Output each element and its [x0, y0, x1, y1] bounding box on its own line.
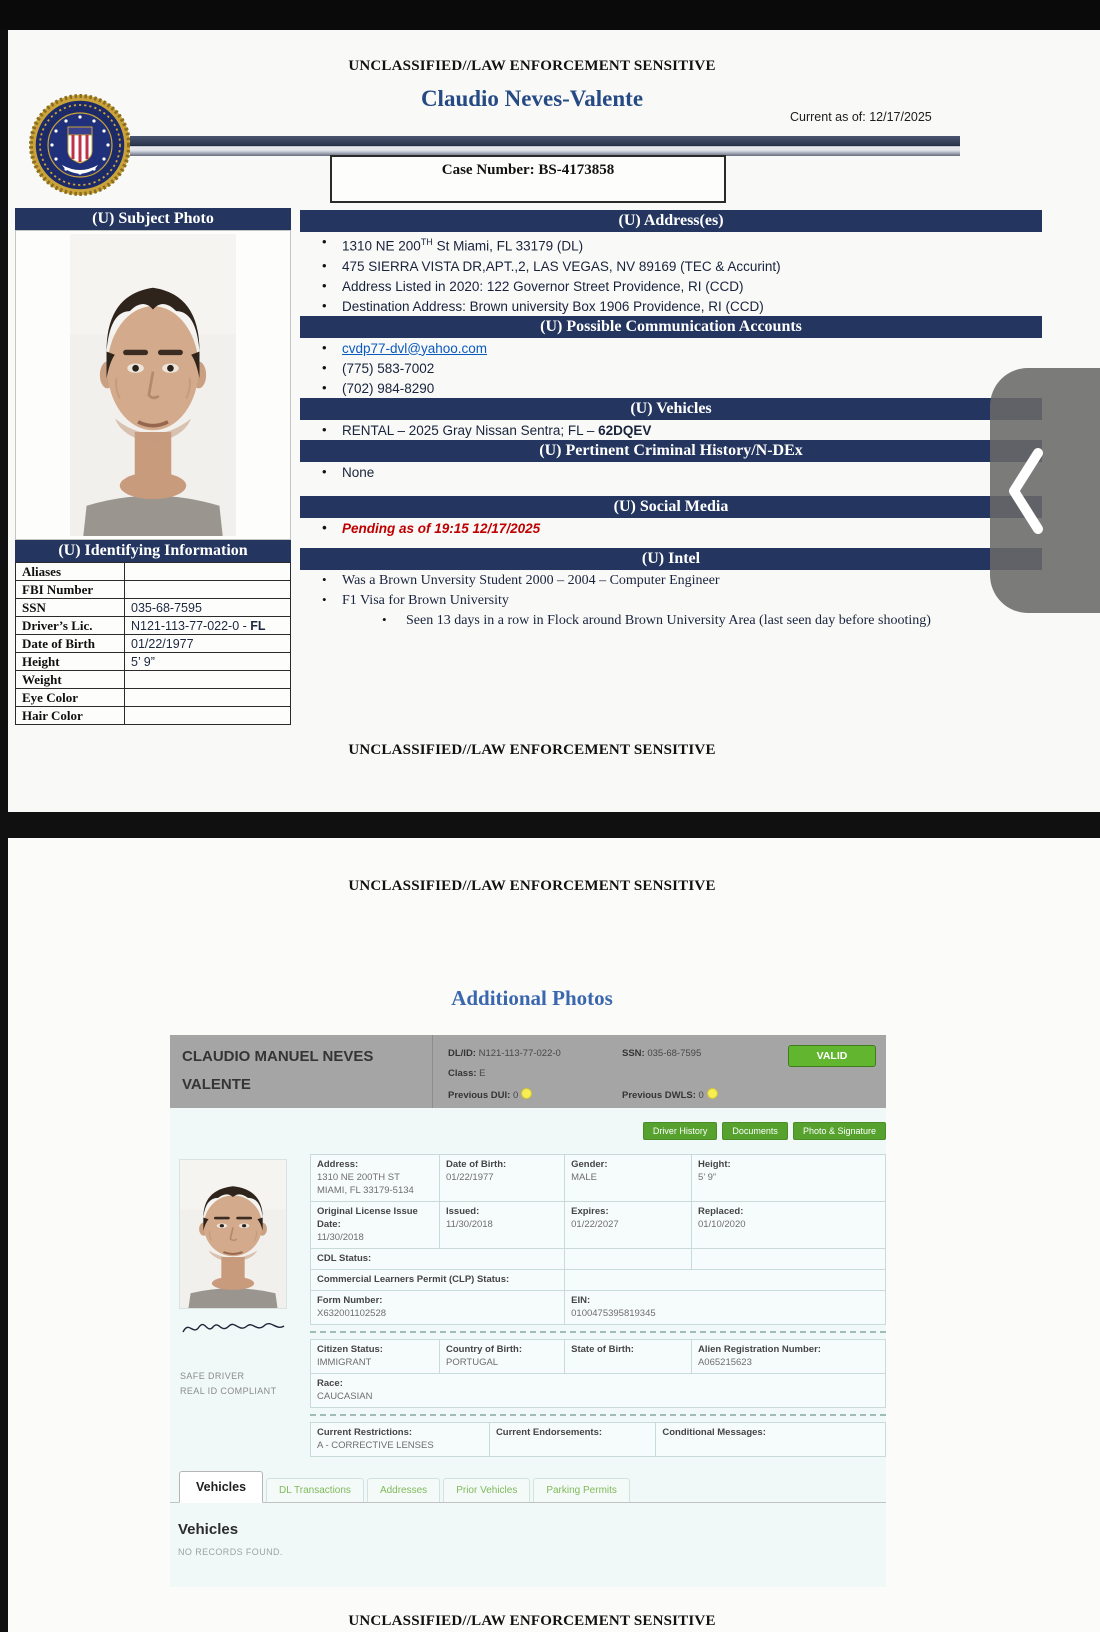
address-item: • 475 SIERRA VISTA DR,APT.,2, LAS VEGAS, NV 89169 (TEC & Accurint) [300, 256, 1042, 276]
header-divider [432, 1035, 433, 1108]
clp-status-cell: Commercial Learners Permit (CLP) Status: [317, 1274, 510, 1285]
document-page-2 [8, 838, 1100, 1632]
documents-button[interactable]: Documents [722, 1122, 788, 1140]
real-id-label: REAL ID COMPLIANT [180, 1386, 277, 1396]
dmv-record-panel [170, 1035, 886, 1587]
address-cell: Address: 1310 NE 200TH ST MIAMI, FL 33179-5134 [317, 1159, 414, 1196]
section-header-subject-photo: (U) Subject Photo [15, 208, 291, 230]
section-header-communication-accounts: (U) Possible Communication Accounts [300, 316, 1042, 338]
dmv-fields-table [310, 1154, 886, 1325]
classification-banner-bottom: UNCLASSIFIED//LAW ENFORCEMENT SENSITIVE [348, 1613, 716, 1629]
signature-image [180, 1316, 288, 1340]
state-of-birth-cell: State of Birth: [564, 1340, 691, 1373]
case-number: Case Number: BS-4173858 [441, 162, 615, 178]
dmv-record-body [170, 1108, 886, 1457]
phone-item: • (702) 984-8290 [300, 378, 1042, 398]
restrictions-table [310, 1422, 886, 1457]
photo-signature-button[interactable]: Photo & Signature [793, 1122, 886, 1140]
vehicles-heading: Vehicles [178, 1521, 239, 1538]
conditional-messages-cell: Conditional Messages: [655, 1423, 885, 1456]
race-cell: Race: CAUCASIAN [317, 1378, 373, 1402]
document-page-1 [8, 30, 1100, 812]
classification-banner-bottom: UNCLASSIFIED//LAW ENFORCEMENT SENSITIVE [348, 742, 716, 758]
cdl-status-cell: CDL Status: [317, 1253, 372, 1264]
section-header-criminal-history: (U) Pertinent Criminal History/N-DEx [300, 440, 1042, 462]
classification-banner-top: UNCLASSIFIED//LAW ENFORCEMENT SENSITIVE [348, 58, 716, 74]
chevron-left-icon [1004, 443, 1048, 539]
table-row: Date of Birth 01/22/1977 [16, 635, 291, 653]
dlid-field: DL/ID: N121-113-77-022-0 [448, 1048, 561, 1059]
country-of-birth-cell: Country of Birth: PORTUGAL [439, 1340, 564, 1373]
phone-item: • (775) 583-7002 [300, 358, 1042, 378]
dmv-subject-name: CLAUDIO MANUEL NEVES VALENTE [182, 1048, 374, 1093]
subject-details-column [300, 210, 1042, 630]
table-row: SSN 035-68-7595 [16, 599, 291, 617]
section-header-addresses: (U) Address(es) [300, 210, 1042, 232]
endorsements-cell: Current Endorsements: [489, 1423, 655, 1456]
table-row [310, 1291, 886, 1325]
intel-item: • F1 Visa for Brown University [300, 590, 1042, 610]
dob-cell: Date of Birth: 01/22/1977 [439, 1155, 564, 1201]
license-status-badge[interactable]: VALID [788, 1045, 876, 1067]
page-title: Claudio Neves-Valente [420, 86, 644, 111]
no-records-text: NO RECORDS FOUND. [178, 1547, 283, 1557]
gender-cell: Gender: MALE [564, 1155, 691, 1201]
address-item: • 1310 NE 200TH St Miami, FL 33179 (DL) [300, 232, 1042, 256]
info-icon[interactable] [707, 1088, 718, 1099]
dashed-separator [310, 1331, 886, 1333]
vehicles-section [170, 1503, 886, 1587]
vehicle-item: • RENTAL – 2025 Gray Nissan Sentra; FL – 62DQEV [300, 420, 1042, 440]
dashed-separator [310, 1414, 886, 1416]
dmv-action-buttons [310, 1122, 886, 1140]
criminal-history-item: • None [300, 462, 1042, 482]
header-divider-bar [130, 136, 960, 156]
address-item: • Destination Address: Brown university Box 1906 Providence, RI (CCD) [300, 296, 1042, 316]
citizenship-table [310, 1339, 886, 1408]
address-item: • Address Listed in 2020: 122 Governor Street Providence, RI (CCD) [300, 276, 1042, 296]
email-link[interactable]: cvdp77-dvl@yahoo.com [342, 340, 488, 356]
orig-issue-cell: Original License Issue Date: 11/30/2018 [317, 1206, 418, 1243]
section-header-social-media: (U) Social Media [300, 496, 1042, 518]
intel-sub-item: • Seen 13 days in a row in Flock around Brown University Area (last seen day before shooting) [300, 610, 1042, 630]
ein-cell: EIN: 0100475395819345 [564, 1291, 885, 1324]
email-item [300, 338, 1042, 358]
section-header-vehicles: (U) Vehicles [300, 398, 1042, 420]
restrictions-cell: Current Restrictions: A - CORRECTIVE LENSES [317, 1427, 434, 1451]
table-row: Weight [16, 671, 291, 689]
subject-photo-column [15, 208, 291, 725]
table-row [310, 1202, 886, 1249]
dmv-record-header [170, 1035, 886, 1108]
subject-photo [15, 230, 291, 540]
table-row [310, 1154, 886, 1202]
section-header-identifying-information: (U) Identifying Information [15, 540, 291, 562]
table-row: Eye Color [16, 689, 291, 707]
table-row [310, 1249, 886, 1270]
table-row [310, 1422, 886, 1457]
citizen-status-cell: Citizen Status: IMMIGRANT [317, 1344, 383, 1368]
issued-cell: Issued: 11/30/2018 [439, 1202, 564, 1248]
screen-top-bar [0, 0, 1100, 30]
table-row [310, 1374, 886, 1408]
additional-photos-title: Additional Photos [451, 986, 613, 1010]
license-attributes [180, 1371, 298, 1396]
classification-banner-top: UNCLASSIFIED//LAW ENFORCEMENT SENSITIVE [348, 878, 716, 894]
replaced-cell: Replaced: 01/10/2020 [691, 1202, 885, 1248]
tab-vehicles[interactable]: Vehicles [179, 1471, 263, 1503]
ssn-field: SSN: 035-68-7595 [622, 1048, 702, 1059]
case-number-box [330, 155, 726, 203]
intel-item: • Was a Brown Unversity Student 2000 – 2004 – Computer Engineer [300, 570, 1042, 590]
table-row: Aliases [16, 563, 291, 581]
tab-dl-transactions[interactable]: DL Transactions [266, 1478, 364, 1502]
safe-driver-label: SAFE DRIVER [180, 1371, 245, 1381]
tab-parking-permits[interactable]: Parking Permits [533, 1478, 630, 1502]
fbi-seal-icon [28, 93, 132, 197]
page-back-nav-overlay[interactable] [990, 368, 1100, 613]
driver-history-button[interactable]: Driver History [643, 1122, 718, 1140]
table-row: Hair Color [16, 707, 291, 725]
table-row [310, 1270, 886, 1291]
identifying-information-table [15, 562, 291, 725]
license-photo [180, 1160, 286, 1308]
table-row: Height 5’ 9” [16, 653, 291, 671]
tab-addresses[interactable]: Addresses [367, 1478, 440, 1502]
dmv-tab-bar [170, 1471, 886, 1503]
info-icon[interactable] [521, 1088, 532, 1099]
dmv-photo-panel [170, 1122, 298, 1457]
table-row [310, 1339, 886, 1374]
expires-cell: Expires: 01/22/2027 [564, 1202, 691, 1248]
tab-prior-vehicles[interactable]: Prior Vehicles [443, 1478, 530, 1502]
form-number-cell: Form Number: X632001102528 [317, 1295, 387, 1319]
previous-dwls-field: Previous DWLS: 0 [622, 1088, 718, 1101]
section-header-intel: (U) Intel [300, 548, 1042, 570]
class-field: Class: E [448, 1068, 486, 1079]
plate-number: 62DQEV [598, 422, 652, 438]
table-row: Driver’s Lic. N121-113-77-022-0 - FL [16, 617, 291, 635]
social-media-item: • Pending as of 19:15 12/17/2025 [300, 518, 1042, 538]
previous-dui-field: Previous DUI: 0 [448, 1088, 532, 1101]
current-as-of-label: Current as of: 12/17/2025 [790, 110, 932, 124]
dmv-fields-panel [310, 1122, 886, 1457]
table-row: FBI Number [16, 581, 291, 599]
height-cell: Height: 5’ 9” [691, 1155, 885, 1201]
alien-registration-cell: Alien Registration Number: A065215623 [691, 1340, 885, 1373]
